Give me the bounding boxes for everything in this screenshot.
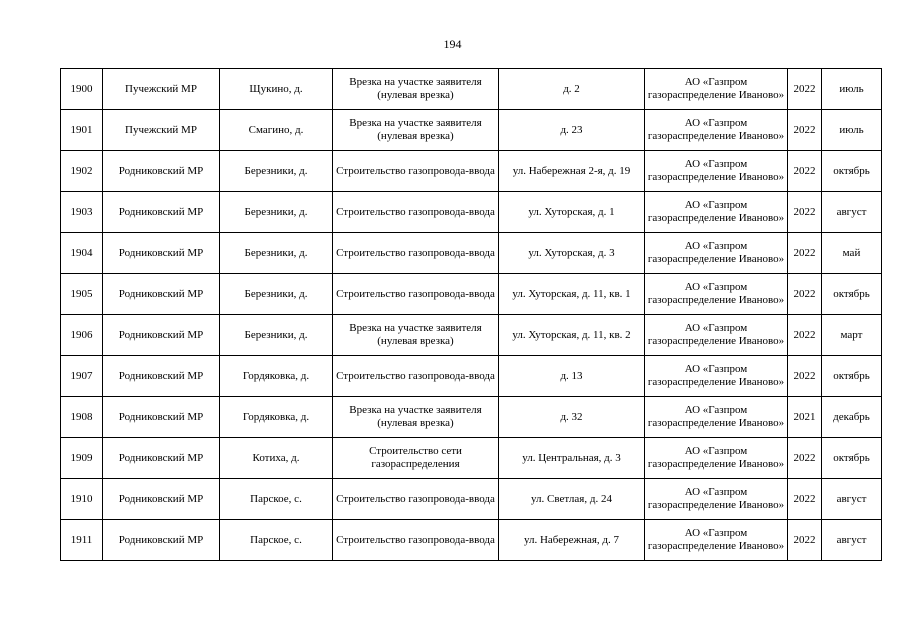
month-cell: август [822, 479, 882, 520]
table-row [61, 479, 882, 520]
year-cell: 2022 [788, 315, 822, 356]
year-cell: 2022 [788, 192, 822, 233]
address-cell: д. 32 [499, 397, 645, 438]
district-cell: Пучежский МР [103, 110, 220, 151]
organization-cell: АО «Газпром газораспределение Иваново» [645, 274, 788, 315]
district-cell: Пучежский МР [103, 69, 220, 110]
table-row [61, 274, 882, 315]
table-row [61, 397, 882, 438]
row-number-cell: 1902 [61, 151, 103, 192]
row-number-cell: 1907 [61, 356, 103, 397]
year-cell: 2022 [788, 110, 822, 151]
address-cell: ул. Набережная, д. 7 [499, 520, 645, 561]
row-number-cell: 1905 [61, 274, 103, 315]
year-cell: 2022 [788, 479, 822, 520]
address-cell: ул. Хуторская, д. 3 [499, 233, 645, 274]
organization-cell: АО «Газпром газораспределение Иваново» [645, 192, 788, 233]
year-cell: 2022 [788, 274, 822, 315]
year-cell: 2022 [788, 151, 822, 192]
table-row [61, 438, 882, 479]
address-cell: ул. Центральная, д. 3 [499, 438, 645, 479]
district-cell: Родниковский МР [103, 356, 220, 397]
organization-cell: АО «Газпром газораспределение Иваново» [645, 520, 788, 561]
locality-cell: Березники, д. [220, 151, 333, 192]
year-cell: 2022 [788, 69, 822, 110]
organization-cell: АО «Газпром газораспределение Иваново» [645, 151, 788, 192]
row-number-cell: 1900 [61, 69, 103, 110]
table-row [61, 192, 882, 233]
month-cell: октябрь [822, 356, 882, 397]
district-cell: Родниковский МР [103, 438, 220, 479]
address-cell: ул. Хуторская, д. 11, кв. 2 [499, 315, 645, 356]
organization-cell: АО «Газпром газораспределение Иваново» [645, 69, 788, 110]
row-number-cell: 1901 [61, 110, 103, 151]
row-number-cell: 1911 [61, 520, 103, 561]
row-number-cell: 1910 [61, 479, 103, 520]
table-row [61, 356, 882, 397]
table-row [61, 151, 882, 192]
district-cell: Родниковский МР [103, 479, 220, 520]
locality-cell: Березники, д. [220, 274, 333, 315]
work-type-cell: Строительство газопровода-ввода [333, 192, 499, 233]
organization-cell: АО «Газпром газораспределение Иваново» [645, 233, 788, 274]
locality-cell: Березники, д. [220, 315, 333, 356]
organization-cell: АО «Газпром газораспределение Иваново» [645, 110, 788, 151]
locality-cell: Котиха, д. [220, 438, 333, 479]
locality-cell: Березники, д. [220, 192, 333, 233]
locality-cell: Гордяковка, д. [220, 397, 333, 438]
month-cell: август [822, 520, 882, 561]
organization-cell: АО «Газпром газораспределение Иваново» [645, 356, 788, 397]
address-cell: ул. Хуторская, д. 1 [499, 192, 645, 233]
table-row [61, 110, 882, 151]
data-table [60, 68, 882, 561]
table-row [61, 520, 882, 561]
district-cell: Родниковский МР [103, 315, 220, 356]
locality-cell: Гордяковка, д. [220, 356, 333, 397]
month-cell: июль [822, 110, 882, 151]
locality-cell: Березники, д. [220, 233, 333, 274]
month-cell: июль [822, 69, 882, 110]
district-cell: Родниковский МР [103, 233, 220, 274]
table-row [61, 233, 882, 274]
address-cell: д. 13 [499, 356, 645, 397]
month-cell: декабрь [822, 397, 882, 438]
month-cell: май [822, 233, 882, 274]
month-cell: август [822, 192, 882, 233]
organization-cell: АО «Газпром газораспределение Иваново» [645, 479, 788, 520]
work-type-cell: Строительство газопровода-ввода [333, 151, 499, 192]
address-cell: ул. Хуторская, д. 11, кв. 1 [499, 274, 645, 315]
district-cell: Родниковский МР [103, 151, 220, 192]
address-cell: ул. Светлая, д. 24 [499, 479, 645, 520]
work-type-cell: Строительство газопровода-ввода [333, 520, 499, 561]
locality-cell: Парское, с. [220, 479, 333, 520]
row-number-cell: 1908 [61, 397, 103, 438]
locality-cell: Щукино, д. [220, 69, 333, 110]
row-number-cell: 1903 [61, 192, 103, 233]
work-type-cell: Врезка на участке заявителя (нулевая врезка) [333, 315, 499, 356]
year-cell: 2022 [788, 356, 822, 397]
row-number-cell: 1909 [61, 438, 103, 479]
year-cell: 2022 [788, 520, 822, 561]
district-cell: Родниковский МР [103, 274, 220, 315]
work-type-cell: Строительство газопровода-ввода [333, 479, 499, 520]
address-cell: ул. Набережная 2-я, д. 19 [499, 151, 645, 192]
month-cell: октябрь [822, 274, 882, 315]
table-row [61, 315, 882, 356]
locality-cell: Смагино, д. [220, 110, 333, 151]
year-cell: 2021 [788, 397, 822, 438]
locality-cell: Парское, с. [220, 520, 333, 561]
month-cell: октябрь [822, 438, 882, 479]
row-number-cell: 1906 [61, 315, 103, 356]
work-type-cell: Строительство газопровода-ввода [333, 356, 499, 397]
organization-cell: АО «Газпром газораспределение Иваново» [645, 438, 788, 479]
work-type-cell: Строительство сети газораспределения [333, 438, 499, 479]
work-type-cell: Строительство газопровода-ввода [333, 274, 499, 315]
work-type-cell: Строительство газопровода-ввода [333, 233, 499, 274]
work-type-cell: Врезка на участке заявителя (нулевая врезка) [333, 69, 499, 110]
district-cell: Родниковский МР [103, 192, 220, 233]
page-number: 194 [443, 37, 462, 51]
address-cell: д. 23 [499, 110, 645, 151]
work-type-cell: Врезка на участке заявителя (нулевая врезка) [333, 397, 499, 438]
work-type-cell: Врезка на участке заявителя (нулевая врезка) [333, 110, 499, 151]
year-cell: 2022 [788, 438, 822, 479]
month-cell: март [822, 315, 882, 356]
month-cell: октябрь [822, 151, 882, 192]
address-cell: д. 2 [499, 69, 645, 110]
organization-cell: АО «Газпром газораспределение Иваново» [645, 315, 788, 356]
row-number-cell: 1904 [61, 233, 103, 274]
district-cell: Родниковский МР [103, 397, 220, 438]
year-cell: 2022 [788, 233, 822, 274]
district-cell: Родниковский МР [103, 520, 220, 561]
organization-cell: АО «Газпром газораспределение Иваново» [645, 397, 788, 438]
table-row [61, 69, 882, 110]
